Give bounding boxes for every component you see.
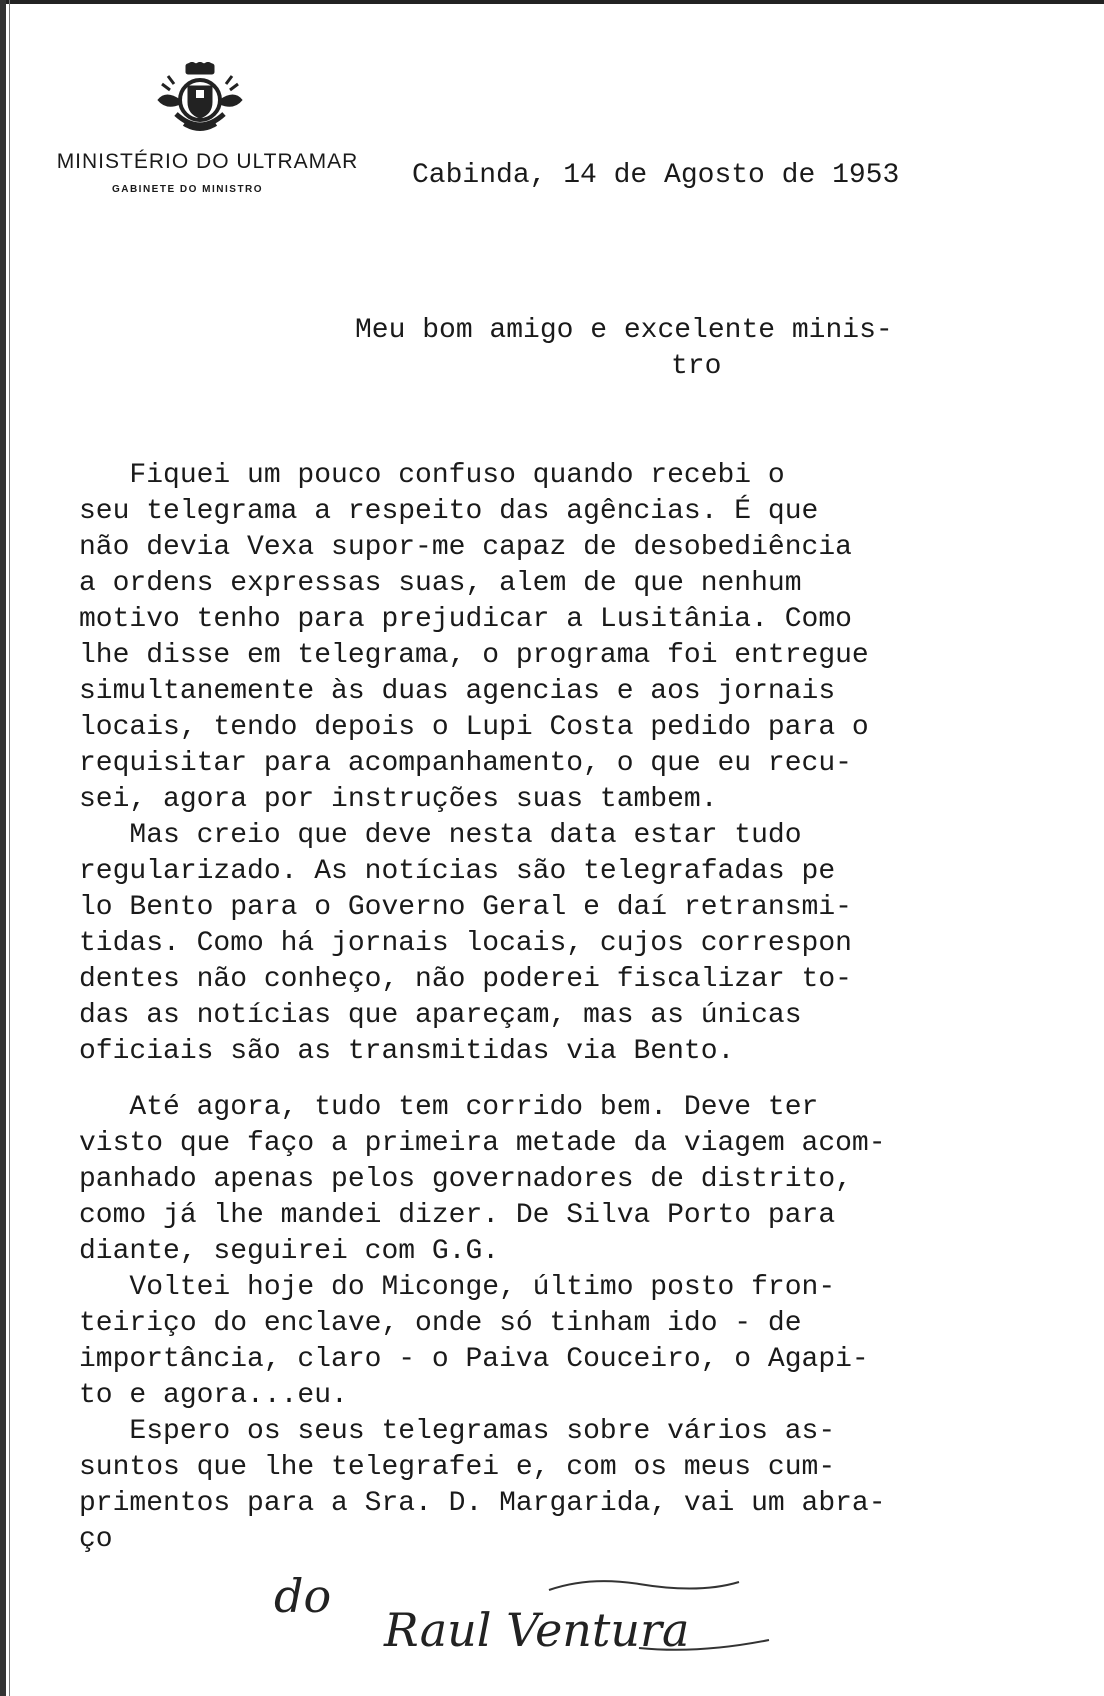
text-line: oficiais são as transmitidas via Bento. (79, 1036, 735, 1067)
text-line: diante, seguirei com G.G. (79, 1236, 500, 1267)
text-line: seu telegrama a respeito das agências. É que (79, 496, 819, 527)
text-line: ço (79, 1524, 113, 1555)
paragraph-1 (79, 458, 1089, 818)
text-line: teiriço do enclave, onde só tinham ido - de (79, 1308, 802, 1339)
ministry-name: MINISTÉRIO DO ULTRAMAR (56, 150, 359, 173)
signature-block (79, 1568, 1079, 1658)
text-line: requisitar para acompanhamento, o que eu recu- (79, 748, 852, 779)
page-edge-line (9, 0, 10, 1696)
text-line: como já lhe mandei dizer. De Silva Porto para (79, 1200, 836, 1231)
text-line: sei, agora por instruções suas tambem. (79, 784, 718, 815)
signature-prefix: do (274, 1569, 332, 1623)
page-edge-top (0, 0, 1104, 4)
text-line: não devia Vexa supor-me capaz de desobediência (79, 532, 852, 563)
salutation-line-1: Meu bom amigo e excelente minis- (355, 315, 893, 346)
text-line: primentos para a Sra. D. Margarida, vai um abra- (79, 1488, 886, 1519)
text-line: panhado apenas pelos governadores de distrito, (79, 1164, 852, 1195)
paragraph-3 (79, 1090, 1089, 1558)
signature-name: Raul Ventura (384, 1603, 690, 1657)
text-line: das as notícias que apareçam, mas as únicas (79, 1000, 802, 1031)
page-edge-left (0, 0, 6, 1696)
text-line: to e agora...eu. (79, 1380, 348, 1411)
text-line: lo Bento para o Governo Geral e daí retransmi- (79, 892, 852, 923)
text-line: Voltei hoje do Miconge, último posto fron- (79, 1272, 836, 1303)
text-line: dentes não conheço, não poderei fiscalizar to- (79, 964, 852, 995)
coat-of-arms-icon (150, 62, 250, 142)
paragraph-2 (79, 818, 1089, 1070)
dateline: Cabinda, 14 de Agosto de 1953 (412, 160, 900, 191)
text-line: Fiquei um pouco confuso quando recebi o (79, 460, 785, 491)
text-line: a ordens expressas suas, alem de que nenhum (79, 568, 802, 599)
letter-body (79, 458, 1089, 1558)
paragraph-gap (79, 1070, 1089, 1090)
signature-image (79, 1568, 1079, 1658)
text-line: Espero os seus telegramas sobre vários as- (79, 1416, 836, 1447)
text-line: lhe disse em telegrama, o programa foi entregue (79, 640, 869, 671)
text-line: Até agora, tudo tem corrido bem. Deve ter (79, 1092, 819, 1123)
salutation-line-2: tro (671, 351, 722, 382)
text-line: Mas creio que deve nesta data estar tudo (79, 820, 802, 851)
text-line: suntos que lhe telegrafei e, com os meus cum- (79, 1452, 836, 1483)
text-line: simultanemente às duas agencias e aos jornais (79, 676, 836, 707)
salutation (355, 313, 893, 385)
text-line: importância, claro - o Paiva Couceiro, o Agapi- (79, 1344, 869, 1375)
text-line: locais, tendo depois o Lupi Costa pedido para o (79, 712, 869, 743)
text-line: visto que faço a primeira metade da viagem acom- (79, 1128, 886, 1159)
text-line: tidas. Como há jornais locais, cujos correspon (79, 928, 852, 959)
cabinet-name: GABINETE DO MINISTRO (111, 184, 264, 195)
text-line: regularizado. As notícias são telegrafadas pe (79, 856, 836, 887)
text-line: motivo tenho para prejudicar a Lusitânia. Como (79, 604, 852, 635)
